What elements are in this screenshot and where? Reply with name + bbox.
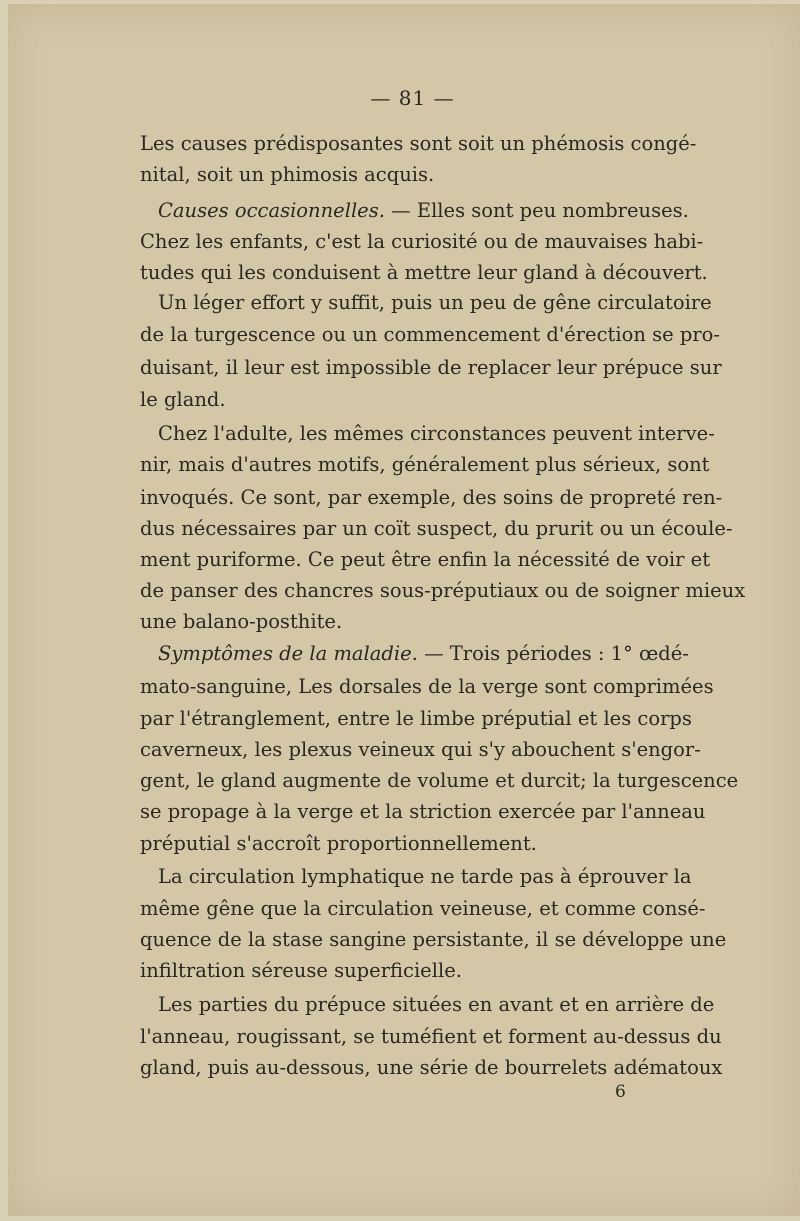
text-line: mato-sanguine, Les dorsales de la verge sont comprimées <box>140 675 714 698</box>
book-page <box>8 4 800 1216</box>
text-line: même gêne que la circulation veineuse, et comme consé- <box>140 897 706 920</box>
section-heading: Causes occasionnelles. <box>158 199 385 222</box>
text-line: gland, puis au-dessous, une série de bourrelets adématoux <box>140 1056 723 1079</box>
section-heading: Symptômes de la maladie. <box>158 642 418 665</box>
text-line: invoqués. Ce sont, par exemple, des soins de propreté ren- <box>140 486 723 509</box>
section-heading-line: Symptômes de la maladie. — Trois périodes : 1° œdé- <box>158 642 689 665</box>
text-line: de la turgescence ou un commencement d'érection se pro- <box>140 323 720 346</box>
text-line: Les parties du prépuce situées en avant et en arrière de <box>158 993 715 1016</box>
text-line: ment puriforme. Ce peut être enfin la nécessité de voir et <box>140 548 711 571</box>
text-line: caverneux, les plexus veineux qui s'y abouchent s'engor- <box>140 738 701 761</box>
text-line: infiltration séreuse superficielle. <box>140 959 462 982</box>
text-line: nir, mais d'autres motifs, généralement plus sérieux, sont <box>140 453 710 476</box>
text-line: une balano-posthite. <box>140 610 343 633</box>
text-line: l'anneau, rougissant, se tuméfient et forment au-dessus du <box>140 1025 722 1048</box>
text-line: dus nécessaires par un coït suspect, du prurit ou un écoule- <box>140 517 733 540</box>
text-line: gent, le gland augmente de volume et durcit; la turgescence <box>140 769 739 792</box>
section-heading-line: Causes occasionnelles. — Elles sont peu nombreuses. <box>158 199 689 222</box>
text-line: par l'étranglement, entre le limbe préputial et les corps <box>140 707 692 730</box>
text-line: quence de la stase sangine persistante, il se développe une <box>140 928 727 951</box>
text-line: nital, soit un phimosis acquis. <box>140 163 435 186</box>
text-line: tudes qui les conduisent à mettre leur gland à découvert. <box>140 261 708 284</box>
text-line: Un léger effort y suffit, puis un peu de gêne circulatoire <box>158 291 712 314</box>
text-line: La circulation lymphatique ne tarde pas à éprouver la <box>158 865 692 888</box>
text-line: le gland. <box>140 388 226 411</box>
signature-mark: 6 <box>615 1082 626 1102</box>
text-line: préputial s'accroît proportionnellement. <box>140 832 537 855</box>
page-number: — 81 — <box>370 86 455 110</box>
text-line: Chez les enfants, c'est la curiosité ou de mauvaises habi- <box>140 230 704 253</box>
text-line: Chez l'adulte, les mêmes circonstances peuvent interve- <box>158 422 715 445</box>
text-line: se propage à la verge et la striction exercée par l'anneau <box>140 800 706 823</box>
text-line: de panser des chancres sous-préputiaux ou de soigner mieux <box>140 579 746 602</box>
text-line: duisant, il leur est impossible de replacer leur prépuce sur <box>140 356 722 379</box>
text-line: Les causes prédisposantes sont soit un phémosis congé- <box>140 132 697 155</box>
